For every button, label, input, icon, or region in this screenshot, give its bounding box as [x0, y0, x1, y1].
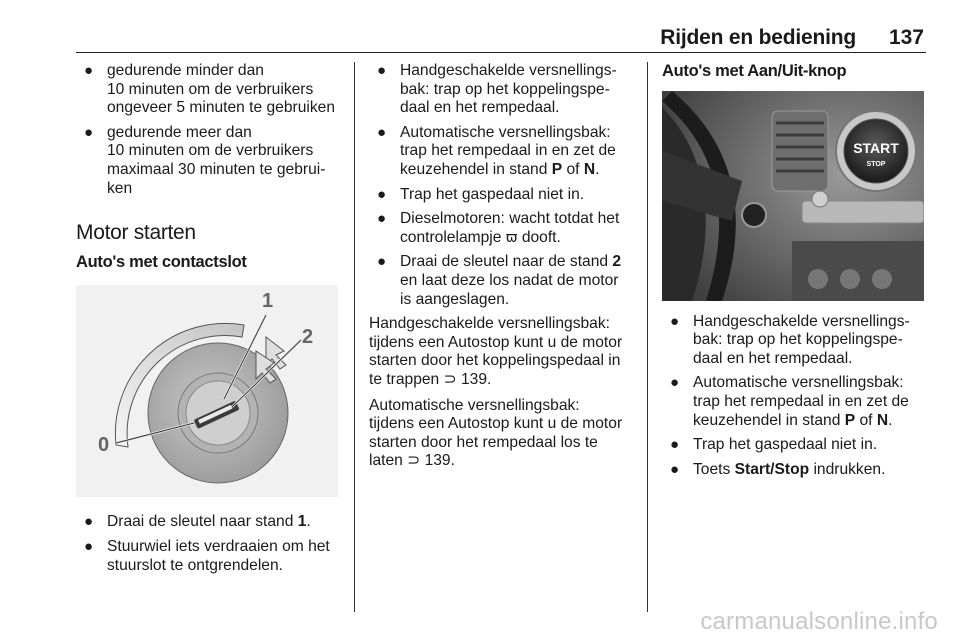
list-item — [369, 62, 639, 118]
list-text — [400, 229, 639, 248]
list-text: daal en het rempedaal. — [693, 349, 853, 367]
paragraph-text: tijdens een Autostop kunt u de motor — [369, 333, 623, 351]
bullet-list — [662, 313, 930, 480]
list-text: Dieselmotoren: wacht totdat het — [400, 210, 620, 228]
bullet-list — [76, 513, 341, 575]
list-item — [369, 210, 639, 247]
list-text: keuzehendel in stand — [400, 160, 552, 178]
list-item — [76, 62, 341, 118]
list-text: . — [595, 160, 600, 178]
bullet-icon: ● — [670, 312, 680, 330]
page-ref-arrow-icon: ⊃ — [443, 370, 457, 388]
gear-letter: P — [551, 160, 563, 178]
ignition-lock-figure — [76, 285, 338, 497]
bullet-icon: ● — [377, 185, 387, 203]
page-ref-arrow-icon: ⊃ — [407, 452, 421, 470]
list-text: Toets — [693, 460, 735, 478]
list-text: bak: trap op het koppelingspe- — [693, 331, 903, 349]
list-item — [76, 513, 341, 532]
position-number: 2 — [612, 253, 622, 271]
page-header — [76, 24, 926, 53]
position-number: 1 — [297, 513, 307, 531]
list-text: Handgeschakelde versnellings- — [400, 62, 617, 79]
list-item — [76, 538, 341, 575]
paragraph-text: tijdens een Autostop kunt u de motor — [369, 415, 623, 433]
gear-letter: P — [844, 411, 856, 429]
list-text: 10 minuten om de verbruikers — [107, 80, 314, 98]
list-text: . — [888, 411, 893, 429]
list-text: keuzehendel in stand — [693, 411, 845, 429]
list-text: Handgeschakelde versnellings- — [693, 312, 910, 330]
paragraph — [369, 397, 639, 471]
bullet-icon: ● — [377, 123, 387, 141]
paragraph-text — [369, 452, 639, 471]
bullet-list — [76, 62, 341, 198]
position-label-0: 0 — [98, 434, 110, 457]
column-2 — [369, 62, 639, 478]
list-text: of — [855, 411, 877, 429]
paragraph-text: te trappen — [369, 370, 444, 388]
list-text: bak: trap op het koppelingspe- — [400, 80, 610, 98]
list-text: trap het rempedaal in en zet de — [693, 392, 909, 410]
subsection-heading: Auto's met Aan/Uit-knop — [662, 62, 847, 80]
bullet-icon: ● — [377, 62, 387, 79]
page-reference[interactable]: 139. — [456, 370, 492, 388]
paragraph-text: starten door het rempedaal los te — [369, 433, 598, 451]
column-3 — [662, 62, 930, 485]
list-item — [76, 124, 341, 198]
list-text: Trap het gaspedaal niet in. — [400, 185, 585, 203]
gear-letter: N — [583, 160, 596, 178]
list-item — [662, 436, 930, 455]
start-label: START — [853, 139, 899, 156]
bullet-icon: ● — [84, 513, 94, 531]
list-text: 10 minuten om de verbruikers — [107, 142, 314, 160]
paragraph-text — [369, 371, 639, 390]
list-item — [369, 253, 639, 309]
button-name: Start/Stop — [734, 460, 810, 478]
list-text: daal en het rempedaal. — [400, 99, 560, 117]
list-text: of — [562, 160, 584, 178]
page-title: Rijden en bediening — [660, 26, 856, 49]
list-text: Automatische versnellingsbak: — [400, 123, 611, 141]
subsection-heading: Auto's met contactslot — [76, 252, 247, 271]
list-text: Stuurwiel iets verdraaien om het — [107, 537, 330, 555]
bullet-icon: ● — [670, 460, 680, 478]
section-heading: Motor starten — [76, 221, 196, 245]
list-text: ken — [107, 179, 133, 197]
paragraph-text: starten door het koppelingspedaal in — [369, 352, 621, 370]
list-text: gedurende meer dan — [107, 123, 252, 141]
list-text: Automatische versnellingsbak: — [693, 374, 904, 392]
list-text: stuurslot te ontgrendelen. — [107, 556, 283, 574]
column-1 — [76, 62, 341, 581]
bullet-list — [369, 62, 639, 309]
list-text: controlelampje — [400, 228, 506, 246]
start-stop-photo — [662, 91, 924, 301]
list-text — [693, 412, 930, 431]
list-item — [662, 374, 930, 430]
column-divider — [647, 62, 648, 612]
list-text: gedurende minder dan — [107, 62, 264, 79]
bullet-icon: ● — [84, 123, 94, 141]
position-label-2: 2 — [302, 326, 314, 349]
paragraph-text: laten — [369, 452, 408, 470]
bullet-icon: ● — [84, 537, 94, 555]
list-item — [369, 124, 639, 180]
ignition-diagram — [76, 285, 338, 497]
bullet-icon: ● — [670, 374, 680, 392]
list-text: ongeveer 5 minuten te gebruiken — [107, 99, 335, 117]
list-text: trap het rempedaal in en zet de — [400, 142, 616, 160]
paragraph-text: Automatische versnellingsbak: — [369, 396, 580, 414]
list-text: . — [306, 513, 311, 531]
paragraph — [369, 315, 639, 389]
stop-label: STOP — [866, 160, 886, 168]
list-text — [400, 253, 639, 272]
list-text: is aangeslagen. — [400, 290, 510, 308]
bullet-icon: ● — [84, 62, 94, 79]
list-text: Draai de sleutel naar de stand — [400, 253, 613, 271]
page-reference[interactable]: 139. — [420, 452, 455, 470]
bullet-icon: ● — [670, 436, 680, 454]
watermark: carmanualsonline.info — [700, 608, 938, 635]
list-text — [400, 161, 639, 180]
bullet-icon: ● — [377, 210, 387, 228]
list-text: indrukken. — [809, 460, 886, 478]
list-item — [662, 313, 930, 369]
dashboard-illustration — [662, 91, 924, 301]
glow-plug-icon: ϖ — [505, 229, 518, 246]
gear-letter: N — [876, 411, 889, 429]
page-number: 137 — [888, 26, 924, 49]
bullet-icon: ● — [377, 253, 387, 271]
list-text: Draai de sleutel naar stand — [107, 513, 298, 531]
list-item — [369, 186, 639, 205]
list-text: Trap het gaspedaal niet in. — [693, 436, 878, 454]
list-text: dooft. — [517, 228, 561, 246]
list-item — [662, 461, 930, 480]
column-divider — [354, 62, 355, 612]
list-text: en laat deze los nadat de motor — [400, 271, 619, 289]
paragraph-text: Handgeschakelde versnellingsbak: — [369, 315, 610, 333]
list-text: maximaal 30 minuten te gebrui- — [107, 160, 326, 178]
position-label-1: 1 — [262, 290, 274, 313]
